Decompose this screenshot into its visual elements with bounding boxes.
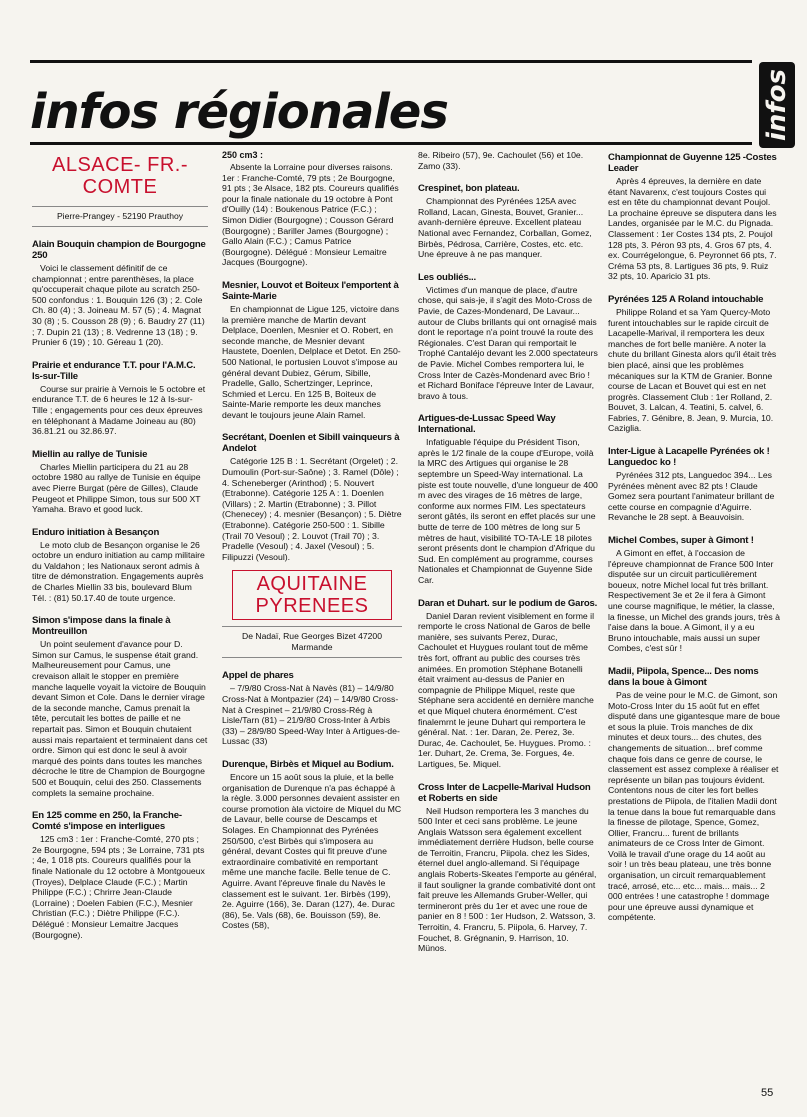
column-2	[222, 150, 402, 1080]
article-title: Pyrénées 125 A Roland intouchable	[608, 293, 764, 305]
article-body: En championnat de Ligue 125, victoire dans la première manche de Martin devant Delplace, Doenlen, Mesnier et O. Robert, en seconde manche, de Mesnier devant Haustete, Doenlen, Delplace et Detot. En 250-500 National, le portusien Louvot s'impose au général devant Dubiez, Gérum, Sibille, Pradelle, Gallo, Schertzinger, Leprince, Schmied et Lercu. En 125 B, Boiteux de Sainte-Marie remporte les deux manches devant le toujours jeune Alain Ramel.	[222, 303, 401, 420]
article-body: Charles Miellin participera du 21 au 28 octobre 1980 au rallye de Tunisie en équipe avec Pierre Burgat (père de Gilles), Claude Peugeot et Philippe Simon, tous sur 500 XT Yamaha. Bravo et good luck.	[32, 461, 201, 515]
region-title-alsace: ALSACE- FR.-COMTE	[51, 154, 189, 198]
article-body: A Gimont en effet, à l'occasion de l'épreuve championnat de France 500 Inter disputée sur un circuit particulièrement boueux, notre Michel local fut très brillant. Respectivement 3e et 2e il fera à Gimont une course magnifique, le métier, la classe, la finesse, un Michel des grands jours, très à l'aise dans la boue. A Gimont, il y a eu Bruno intouchable, mais aussi un super Combes, c'est sûr !	[608, 548, 780, 654]
masthead-rule	[30, 142, 752, 145]
article-body: Philippe Roland et sa Yam Quercy-Moto furent intouchables sur le rapide circuit de Lacapelle-Marival, il remportera les deux manches de fort belle manière. A noter la chute du brillant Ginesta alors qu'il était très bien placé, ainsi que les problèmes mécaniques sur la KTM de Granier. Bonne course de Lacan et Bouvet qui est en net progrès. Classement Club : 1er Rolland, 2. Bouvet, 3. Lalcan, 4. Teatini, 5. calvel, 6. Fabries, 7. Génibre, 8. Jean, 9. Murcia, 10. Caziglia.	[608, 306, 777, 434]
infos-logo-text: infos	[762, 68, 792, 142]
article-title: Madii, Piipola, Spence... Des noms dans la boue à Gimont	[608, 665, 759, 688]
article-body: Absente la Lorraine pour diverses raisons. 1er : Franche-Comté, 79 pts ; 2e Bourgogne, 91 pts ; 3e Alsace, 182 pts. Coureurs qualifiés pour la finale nationale du 19 octobre à Pont d'Ouilly (14) : Boukenous Patrice (F.C.) ; Simon Didier (Bourgogne) ; Cousson Gérard (Bourgogne) ; Bariller James (Bourgogne) ; Gallo Alain (F.C.) ; Camus Patrice (Bourgogne). Délégué : Monsieur Lemaitre Jacques (Bourgogne).	[222, 162, 399, 268]
article-body: Daniel Daran revient visiblement en forme il remporte le cross National de Garos de belle manière, ses suivants Perez, Durac, Cachoulet et Huygues roulant tout de même très fort, offrant au public des courses très animées. En promotion Stéphane Botanelli était vraiment au-dessus de Panier en compagnie de Philippe Miquel, reste que Stéphane sera accidenté en dernière manche et que Miquel chutera énormément. C'est finalemrnt le jeune Duhart qui remportera le général. Nat. : 1er. Daran, 2e. Perez, 3e. Durac, 4e. Cachoulet, 5e. Huygues. Promo. : 1er. Duhart, 2e. Crema, 3e. Forgues, 4e. Lartigues, 5e. Miquel.	[418, 610, 595, 769]
column-3	[418, 150, 598, 1080]
article-title: Les oubliés...	[418, 271, 476, 283]
article-body: Voici le classement définitif de ce championnat ; entre parenthèses, la place qu'occuperait chaque pilote au scratch 250-500 confondus : 1. Bouquin 126 (3) ; 2. Cole Ch. 80 (4) ; 3. Joineau M. 57 (5) ; 4. Magnat 30 (8) ; 5. Cousson 28 (9) ; 6. Baudry 27 (11) ; 7. Dupin 21 (13) ; 8. Vedrenne 13 (18) ; 9. Prunier 6 (19) ; 10. Géreau 1 (20).	[32, 263, 205, 348]
article-body: Encore un 15 août sous la pluie, et la belle organisation de Durenque n'a pas échappé à la règle. 3.000 personnes devaient assister en course promotion àla victoire de Miquel du MC de Lavaur, belle course de Descamps et Solages. En Championnat des Pyrénées 250/500, c'est Birbès qui s'imposera au général, devant Costes qui fit preuve d'une extraordinaire combativité en remportant même une manche facile. Belle tenue de C. Aguirre. Avant l'épreuve finale du Navès le classement est le suivant. 1er. Birbès (199), 2e. Aguirre (166), 3e. Daran (127), 4e. Durac (86), 5e. Vals (68), 6e. Bouisson (59), 8e. Costes (58),	[222, 771, 402, 931]
region-address-aquitaine: De Nadaï, Rue Georges Bizet 47200 Marmande	[222, 626, 402, 658]
article-title: Miellin au rallye de Tunisie	[32, 448, 148, 460]
masthead-title: infos régionales	[30, 84, 448, 140]
article-body: 8e. Ribeiro (57), 9e. Cachoulet (56) et 10e. Zamo (33).	[418, 150, 584, 171]
column-4	[608, 150, 780, 1085]
article-title: Prairie et endurance T.T. pour l'A.M.C. Is-sur-Tille	[32, 359, 196, 382]
article-body: Pas de veine pour le M.C. de Gimont, son Moto-Cross Inter du 15 août fut en effet disputé dans une gigantesque mare de boue et sous la pluie. Trois manches de dix minutes et deux tours... des chutes, des changements de situation... bref comme chaque fois dans ce genre de course, le classement est assez complexe à réaliser et représente un bilan pas toujours évident. Contentons nous de citer les fort belles prestations de Piipola, de l'italien Madii dont la tenue dans la boue fut remarquable dans la finesse de pilotage, Spence, Gomez, Ollier, Francru... furent de brillants animateurs de ce Cross Inter de Gimont. Voilà le travail d'une orage du 14 août au soir ! un très beau plateau, une très bonne organisation, un circuit remarquablement tracé, arrosé, etc... etc... mais... mais... 2 000 entrées ! une catastrophe ! dommage pour une épreuve aussi dynamique et compétente.	[608, 689, 780, 923]
article-body: 125 cm3 : 1er : Franche-Comté, 270 pts ; 2e Bourgogne, 594 pts ; 3e Lorraine, 731 pts ; 4e, 1 018 pts. Coureurs qualifiés pour la finale Nationale du 12 octobre à Montgoueux (Troyes), Delplace Claude (F.C.) ; Martin Philippe (F.C.) ; Chrirre Jean-Claude (Lorraine) ; Doelen Fabien (F.C.), Mesnier Christian (F.C.) ; Diètre Philippe (F.C.). Délégué : Monsieur Lemaitre Jacques (Bourgogne).	[32, 834, 205, 940]
page-number: 55	[761, 1087, 774, 1099]
region-title-aquitaine: AQUITAINE PYRENEES	[232, 570, 392, 620]
article-body: Après 4 épreuves, la dernière en date étant Navarenx, c'est toujours Costes qui est en tête du championnat devant Poujol. La prochaine épreuve se disputera dans les Landes, organisée par le M.C. du Pignada. Classement : 1er Costes 134 pts, 2. Poujol 128 pts, 3. Péron 93 pts, 4. Gros 67 pts, 4. ex. Courrégelongue, 6. Peyronnet 66 pts, 7. Créma 53 pts, 8. Lartigues 36 pts, 9. Ruiz 32 pts, 10. Aparicio 31 pts.	[608, 176, 777, 282]
article-body: Pyrénées 312 pts, Languedoc 394... Les Pyrénées mènent avec 82 pts ! Claude Gomez sera pourtant l'animateur brillant de cette course en compagnie d'Aguirre. Revanche le 28 sept. à Beauvoisin.	[608, 470, 775, 523]
article-title: En 125 comme en 250, la Franche-Comté s'impose en interligues	[32, 810, 182, 833]
infos-logo	[759, 62, 795, 148]
article-title: Durenque, Birbès et Miquel au Bodium.	[222, 758, 394, 770]
article-title: Artigues-de-Lussac Speed Way International.	[418, 413, 556, 436]
article-body: – 7/9/80 Cross-Nat à Navès (81) – 14/9/80 Cross-Nat à Montpazier (24) – 14/9/80 Cross-Nat à Crespinet – 21/9/80 Cross-Rég à Lisle/Tarn (81) – 21/9/80 Cross-Inter à Arbis (33) – 28/9/80 Speed-Way Inter à Artigues-de-Lussac (33)	[222, 683, 400, 747]
article-title: Michel Combes, super à Gimont !	[608, 535, 754, 547]
article-title: Cross Inter de Lacpelle-Marival Hudson et Roberts en side	[418, 781, 591, 804]
article-title: Appel de phares	[222, 670, 294, 682]
article-body: Championnat des Pyrénées 125A avec Rolland, Lacan, Ginesta, Bouvet, Granier... avanh-dernière épreuve. Excellent plateau National avec Fernandez, Corballan, Gomez, Birbès, Pédrosa, Carrière, Costes, etc. etc. Une épreuve à ne pas manquer.	[418, 196, 592, 260]
article-title: Simon s'impose dans la finale à Montreuillon	[32, 615, 171, 638]
article-title: Secrétant, Doenlen et Sibill vainqueurs à Andelot	[222, 432, 400, 455]
article-body: Catégorie 125 B : 1. Secrétant (Orgelet) ; 2. Dumoulin (Port-sur-Saône) ; 3. Ramel (Dôle) ; 4. Scheneberger (Arinthod) ; 5. Nouvert (Etrabonne). Catégorie 125 A : 1. Doenlen (Villars) ; 2. Martin (Etrabonne) ; 3. Pillot (Chenecey) ; 4. mesnier (Besançon) ; 5. Diètre (Etrabonne). Catégorie 250-500 : 1. Sibille (Trail 70 Vesoul) ; 2. Louvot (Trail 70) ; 3. Pradelle (Vesoul) ; 4. Jaxel (Vesoul) ; 5. Filipuzzi (Vesoul).	[222, 456, 402, 562]
region-address-alsace: Pierre-Prangey - 52190 Prauthoy	[32, 206, 208, 227]
article-title: Mesnier, Louvot et Boiteux l'emportent à Sainte-Marie	[222, 279, 399, 302]
article-title: Alain Bouquin champion de Bourgogne 250	[32, 239, 206, 261]
article-subtitle: 250 cm3 :	[222, 150, 264, 160]
article-body: Victimes d'un manque de place, d'autre chose, qui sais-je, il s'agit des Moto-Cross de Pavie, de Cazes-Mondenard, De Lavaur... autour de Clubs brillants qui ont ornagisé mais dont le reportage n'a point trouvé la route des Régionales. C'est Daran qui remportait le Trophé Cantaléjo devant les 2.000 spectateurs de Pavie. Michel Combes remportera lui, le Cross Inter de Cazès-Mondenard avec Brio ! et Richard Boniface l'épreuve Inter de Lavaur, bravo à tous.	[418, 284, 598, 401]
top-rule	[30, 60, 752, 63]
article-title: Crespinet, bon plateau.	[418, 183, 520, 195]
article-body: Infatiguable l'équipe du Président Tison, après le 1/2 finale de la coupe d'Europe, voilà la MRC des Artigues qui organise le 28 septembre un Speed-Way international. La piste est toute nouvelle, d'une longueur de 400 m avec des virages de 16 mètres de large, conforme aux normes FIM. Les spectateurs seront gâtés, ils seront en effet placés sur une butte de terre de 100 mètres de long sur 5 mètres de haut, visibilité TO-TA-LE 18 pilotes seront présents dont le champion d'Afrique du Sud. En complément au programme, courses Nationales et Championnat de Guyenne Side Car.	[418, 437, 598, 585]
article-title: Daran et Duhart. sur le podium de Garos.	[418, 597, 598, 609]
article-title: Championnat de Guyenne 125 -Costes Leader	[608, 152, 777, 174]
column-1	[32, 150, 208, 1080]
article-title: Enduro initiation à Besançon	[32, 526, 160, 538]
article-body: Un point seulement d'avance pour D. Simon sur Camus, le suspense était grand. Malheureusement pour Camus, une crevaison allait le stopper en première manche laquelle voyait la victoire de Bouquin devant Simon et Cole. Dans le dernier virage de la seconde manche, Camus prenait la tête, percutait les bottes de paille et ne repartait pas. Simon et Bouquin chutaient aussi mais repartaient et terminaient dans cet ordre. Simon qui est donc le seul à avoir marqué des points dans toutes les manches décroche le titre de Champion de Bourgogne 500 et Bouquin, celui des 250. Classements complets la semaine prochaine.	[32, 639, 208, 798]
article-body: Neil Hudson remportera les 3 manches du 500 Inter et ceci sans problème. Le jeune Anglais Watsson sera également excellent immédiatement derrière Hudson, belle course de Terroitin, Francru, Piipola. chez les Sides, éternel duel anglo-allemand. Si l'équipage anglais Roberts-Skeates l'emporte au général, il faut souligner la grande combativité dont ont fait preuve les Allemands Gruber-Weller, qui termineront près du 1er et avec une roue de panier en 8 ! 500 : 1er Hudson, 2. Watsson, 3. Terroitin, 4. Francru, 5. Piipola, 6. Harvey, 7. Fouchet, 8. Grégnanin, 9. Harrison, 10. Münos.	[418, 805, 597, 954]
article-body: Course sur prairie à Vernois le 5 octobre et endurance T.T. de 6 heures le 12 à Is-sur-Tille ; engagements pour ces deux épreuves en téléphonant à Madame Joineau au (80) 36.81.21 ou 32.86.97.	[32, 383, 206, 437]
article-title: Inter-Ligue à Lacapelle Pyrénées ok ! Languedoc ko !	[608, 446, 770, 469]
article-body: Le moto club de Besançon organise le 26 octobre un enduro initiation au camp militaire du Valdahon ; les Nationaux seront admis à titre de démonstration. Engagements auprès de Charles Miellin 33 bis, boulevard Blum Tél. : (81) 50.17.40 de toute urgence.	[32, 539, 205, 603]
